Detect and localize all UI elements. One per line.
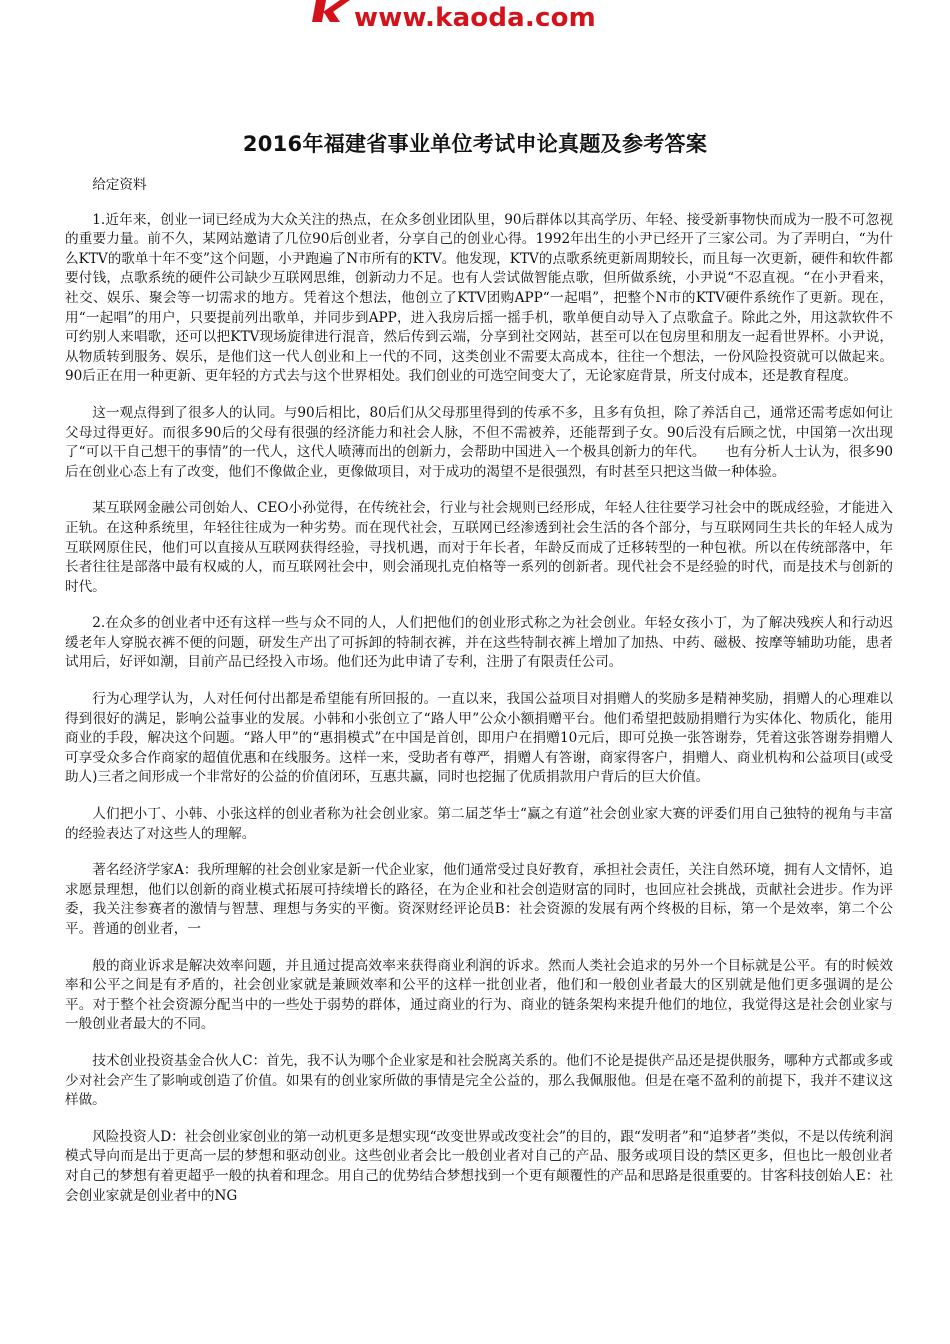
paragraph: 2.在众多的创业者中还有这样一些与众不同的人，人们把他们的创业形式称之为社会创业。年轻女孩小丁，为了解决残疾人和行动迟缓老年人穿脱衣裤不便的问题，研发生产出了可拆卸的特制衣裤，并在这些特制衣裤上增加了加热、中药、磁极、按摩等辅助功能，患者试用后，好评如潮，目前产品已经投入市场。他们还为此申请了专利，注册了有限责任公司。 xyxy=(65,615,893,671)
site-url[interactable]: www.kaoda.com xyxy=(354,3,596,33)
paragraph: 风险投资人D：社会创业家创业的第一动机更多是想实现“改变世界或改变社会”的目的，跟“发明者”和“追梦者”类似，不是以传统利润模式导向而是出于更高一层的梦想和驱动创业。这些创业者会比一般创业者对自己的产品、服务或项目设的禁区更多，但也比一般创业者对自己的梦想有着更超乎一般的执着和理念。用自己的优势结合梦想找到一个更有颠覆性的产品和思路是很重要的。甘客科技创始人E：社会创业家就是创业者中的NG xyxy=(65,1128,893,1204)
page-title: 2016年福建省事业单位考试申论真题及参考答案 xyxy=(242,132,708,156)
paragraph: 人们把小丁、小韩、小张这样的创业者称为社会创业家。第二届芝华士“赢之有道”社会创业家大赛的评委们用自己独特的视角与丰富的经验表达了对这些人的理解。 xyxy=(65,806,893,842)
paragraph: 著名经济学家A：我所理解的社会创业家是新一代企业家，他们通常受过良好教育，承担社会责任，关注自然环境，拥有人文情怀，追求愿景理想，他们以创新的商业模式拓展可持续增长的路径，在为企业和社会创造财富的同时，也回应社会挑战，贡献社会进步。作为评委，我关注参赛者的激情与智慧、理想与务实的平衡。资深财经评论员B：社会资源的发展有两个终极的目标，第一个是效率，第二个公平。普通的创业者，一 xyxy=(65,862,893,937)
paragraph: 某互联网金融公司创始人、CEO小孙觉得，在传统社会，行业与社会规则已经形成，年轻人往往要学习社会中的既成经验，才能进入正轨。在这种系统里，年轻往往成为一种劣势。而在现代社会，互联网已经渗透到社会生活的各个部分，与互联网同生共长的年轻人成为互联网原住民，他们可以直接从互联网获得经验，寻找机遇，而对于年长者，年龄反而成了迁移转型的一种包袱。所以在传统部落中，年长者往往是部落中最有权威的人，而互联网社会中，则会涌现扎克伯格等一系列的创新者。现代社会不是经验的时代，而是技术与创新的时代。 xyxy=(65,500,893,595)
paragraph: 1.近年来，创业一词已经成为大众关注的热点，在众多创业团队里，90后群体以其高学历、年轻、接受新事物快而成为一股不可忽视的重要力量。前不久，某网站邀请了几位90后创业者，分享自己的创业心得。1992年出生的小尹已经开了三家公司。为了弄明白，“为什么KTV的歌单十年不变”这个问题，小尹跑遍了N市所有的KTV。他发现，KTV的点歌系统更新周期较长，而且每一次更新，硬件和软件都要付钱，点歌系统的硬件公司缺少互联网思维，创新动力不足。也有人尝试做智能点歌，但所做系统，小尹说“不忍直视。“在小尹看来，社交、娱乐、聚会等一切需求的地方。凭着这个想法，他创立了KTV团购APP“一起唱”，把整个N市的KTV硬件系统作了更新。现在，用“一起唱”的用户，只要提前列出歌单，并同步到APP，进入我房后摇一摇手机，歌单便自动导入了点歌盒子。除此之外，用这款软件不可约别人来唱歌，还可以把KTV现场旋律进行混音，然后传到云端，分享到社交网站，甚至可以在包房里和朋友一起看世界杯。小尹说，从物质转到服务、娱乐，是他们这一代人创业和上一代的不同，这类创业不需要太高成本，往往一个想法，一份风险投资就可以做起来。90后正在用一种更新、更年轻的方式去与这个世界相处。我们创业的可选空间变大了，无论家庭背景，所支付成本，还是教育程度。 xyxy=(65,211,893,385)
paragraph: 般的商业诉求是解决效率问题，并且通过提高效率来获得商业利润的诉求。然而人类社会追求的另外一个目标就是公平。有的时候效率和公平之间是有矛盾的，社会创业家就是兼顾效率和公平的这样一批创业者，他们和一般创业者最大的区别就是他们更多强调的是公平。对于整个社会资源分配当中的一些处于弱势的群体，通过商业的行为、商业的链条架构来提升他们的地位，我觉得这是社会创业家与一般创业者最大的不同。 xyxy=(65,957,893,1033)
document-body xyxy=(65,176,893,1223)
kaoda-k-logo-icon xyxy=(310,0,352,24)
paragraph: 行为心理学认为，人对任何付出都是希望能有所回报的。一直以来，我国公益项目对捐赠人的奖励多是精神奖励，捐赠人的心理难以得到很好的满足，影响公益事业的发展。小韩和小张创立了“路人甲”公众小额捐赠平台。他们希望把鼓励捐赠行为实体化、物质化，能用商业的手段，解决这个问题。“路人甲”的“惠捐模式”在中国是首创，即用户在捐赠10元后，即可兑换一张答谢券，凭着这张答谢券捐赠人可享受众多合作商家的超值优惠和在线服务。这样一来，受助者有尊严，捐赠人有答谢，商家得客户，捐赠人、商业机构和公益项目(或受助人)三者之间形成一个非常好的公益的价值闭环，互惠共赢，同时也挖掘了优质捐款用户背后的巨大价值。 xyxy=(65,691,893,786)
paragraph: 技术创业投资基金合伙人C：首先，我不认为哪个企业家是和社会脱离关系的。他们不论是提供产品还是提供服务，哪种方式都或多或少对社会产生了影响或创造了价值。如果有的创业家所做的事情是完全公益的，那么我佩服他。但是在毫不盈利的前提下，我并不建议这样做。 xyxy=(65,1052,893,1109)
section-label: 给定资料 xyxy=(92,177,147,193)
paragraph: 这一观点得到了很多人的认同。与90后相比，80后们从父母那里得到的传承不多，且多有负担，除了养活自己，通常还需考虑如何让父母过得更好。而很多90后的父母有很强的经济能力和社会人脉，不但不需被养，还能帮到子女。90后没有后顾之忧，中国第一次出现了“可以干自己想干的事情”的一代人，这代人喷薄而出的创新力，会帮助中国进入一个极具创新力的年代。 也有分析人士认为，很多90后在创业心态上有了改变，他们不像做企业，更像做项目，对于成功的渴望不是很强烈，有时甚至只把这当做一种体验。 xyxy=(65,404,893,480)
site-header-logo[interactable] xyxy=(310,0,596,42)
